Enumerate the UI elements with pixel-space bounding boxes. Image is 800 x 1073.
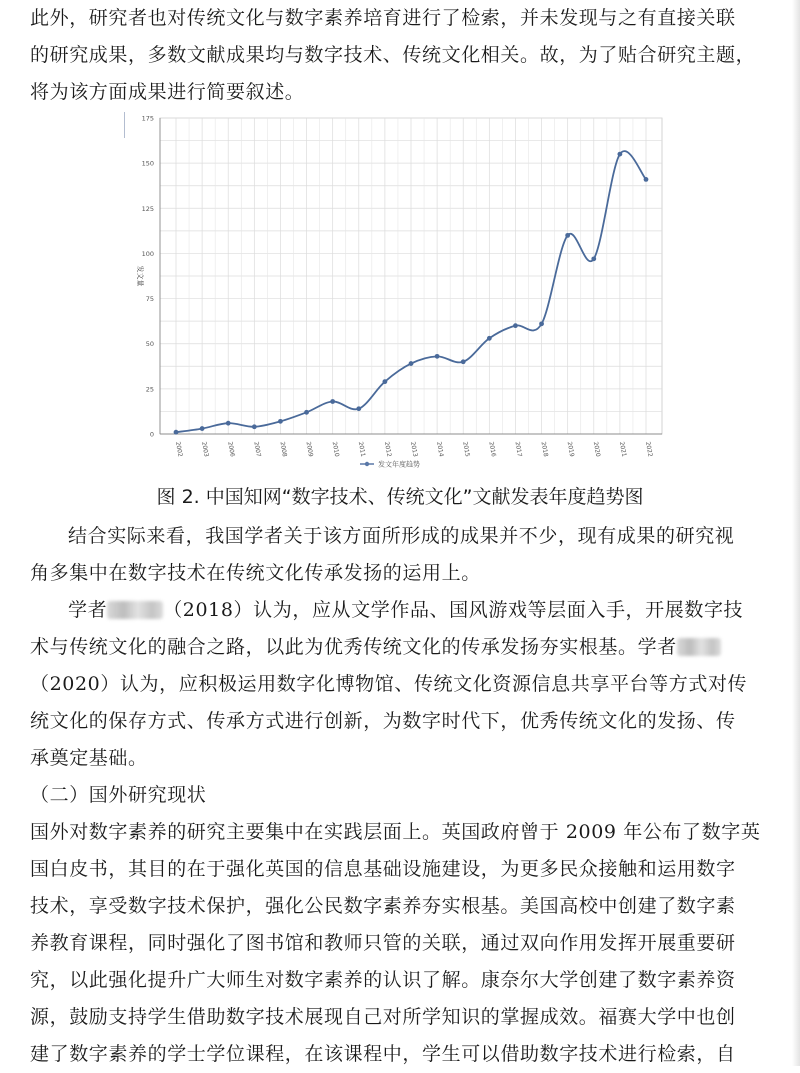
intro-paragraph — [30, 0, 770, 111]
data-point — [330, 399, 335, 404]
data-point — [200, 426, 205, 431]
x-tick-label: 2019 — [565, 441, 576, 458]
data-point — [409, 361, 414, 366]
x-tick-label: 2009 — [304, 441, 315, 458]
y-tick-label: 0 — [149, 430, 154, 439]
para3-line: 源，鼓励支持学生借助数字技术展现自己对所学知识的掌握成效。福赛大学中也创 — [30, 1006, 736, 1028]
x-tick-label: 2007 — [252, 441, 262, 458]
y-tick-label: 50 — [145, 340, 154, 349]
y-axis-label: 发文量 — [136, 265, 144, 287]
data-point — [539, 321, 544, 326]
data-point — [591, 256, 596, 261]
data-point — [487, 336, 492, 341]
page-edge-shadow — [792, 0, 800, 1066]
para3-line: 究，以此强化提升广大师生对数字素养的认识了解。康奈尔大学创建了数字素养资 — [30, 969, 736, 991]
para2-l2-prefix: 术与传统文化的融合之路，以此为优秀传统文化的传承发扬夯实根基。学者 — [30, 636, 677, 658]
y-tick-label: 75 — [145, 295, 154, 304]
figure-caption: 图 2. 中国知网“数字技术、传统文化”文献发表年度趋势图 — [156, 486, 644, 508]
trend-chart-svg — [124, 108, 670, 474]
para3-line: 养教育课程，同时强化了图书馆和教师只管的关联，通过双向作用发挥开展重要研 — [30, 932, 736, 954]
x-tick-label: 2021 — [617, 441, 628, 458]
section-heading — [30, 777, 770, 814]
para3-line: 国白皮书，其目的在于强化英国的信息基础设施建设，为更多民众接触和运用数字 — [30, 858, 736, 880]
x-tick-label: 2003 — [200, 441, 210, 458]
legend-swatch-dot — [365, 462, 369, 466]
x-tick-label: 2017 — [513, 441, 524, 458]
x-tick-label: 2006 — [226, 441, 236, 458]
x-tick-label: 2018 — [539, 441, 550, 458]
para2-line — [30, 592, 770, 629]
data-point — [461, 359, 466, 364]
x-tick-label: 2016 — [487, 441, 497, 458]
paragraph-2 — [30, 592, 770, 777]
paragraph-3 — [30, 814, 770, 1073]
data-point — [513, 323, 518, 328]
x-tick-label: 2014 — [435, 441, 445, 458]
x-tick-label: 2020 — [591, 441, 602, 458]
data-point — [435, 354, 440, 359]
data-point — [644, 177, 649, 182]
para3-line: 建了数字素养的学士学位课程，在该课程中，学生可以借助数字技术进行检索，自 — [30, 1043, 736, 1065]
redacted-name-blur — [107, 601, 163, 619]
para3-line: 国外对数字素养的研究主要集中在实践层面上。英国政府曾于 2009 年公布了数字英 — [30, 821, 761, 843]
intro-line: 将为该方面成果进行简要叙述。 — [30, 81, 305, 103]
data-point — [565, 233, 570, 238]
para2-l1-suffix: （2018）认为，应从文学作品、国风游戏等层面入手，开展数字技 — [163, 599, 744, 621]
x-tick-label: 2013 — [409, 441, 419, 458]
data-point — [356, 406, 361, 411]
para2-line: 承奠定基础。 — [30, 747, 148, 769]
x-tick-label: 2008 — [278, 441, 289, 458]
intro-line: 的研究成果，多数文献成果均与数字技术、传统文化相关。故，为了贴合研究主题， — [30, 44, 756, 66]
data-point — [174, 430, 179, 435]
x-tick-label: 2012 — [382, 441, 393, 458]
x-tick-label: 2015 — [461, 441, 471, 458]
x-tick-label: 2010 — [330, 441, 341, 458]
para1-line: 角多集中在数字技术在传统文化传承发扬的运用上。 — [30, 562, 481, 584]
x-tick-label: 2002 — [174, 441, 184, 458]
intro-line: 此外，研究者也对传统文化与数字素养培育进行了检索，并未发现与之有直接关联 — [30, 7, 736, 29]
data-point — [304, 410, 309, 415]
para3-line: 技术，享受数字技术保护，强化公民数字素养夯实根基。美国高校中创建了数字素 — [30, 895, 736, 917]
x-tick-label: 2011 — [356, 441, 367, 458]
heading-text: （二）国外研究现状 — [30, 784, 207, 806]
y-tick-label: 100 — [141, 249, 154, 258]
para2-line: （2020）认为，应积极运用数字化博物馆、传统文化资源信息共享平台等方式对传 — [30, 673, 748, 695]
trend-chart — [124, 108, 670, 474]
data-point — [382, 379, 387, 384]
y-tick-label: 25 — [145, 385, 154, 394]
para2-line: 统文化的保存方式、传承方式进行创新，为数字时代下，优秀传统文化的发扬、传 — [30, 710, 736, 732]
x-tick-label: 2022 — [644, 441, 654, 458]
para2-line — [30, 629, 770, 666]
data-point — [617, 152, 622, 157]
y-tick-label: 125 — [141, 204, 154, 213]
data-point — [278, 419, 283, 424]
para1-line: 结合实际来看，我国学者关于该方面所形成的成果并不少，现有成果的研究视 — [68, 525, 735, 547]
paragraph-1 — [30, 518, 770, 592]
y-tick-label: 150 — [141, 159, 154, 168]
y-tick-label: 175 — [141, 114, 154, 123]
para2-l1-prefix: 学者 — [68, 599, 108, 621]
data-point — [226, 421, 231, 426]
redacted-name-blur — [677, 638, 721, 656]
data-point — [252, 424, 257, 429]
legend-label: 发文年度趋势 — [378, 460, 420, 469]
